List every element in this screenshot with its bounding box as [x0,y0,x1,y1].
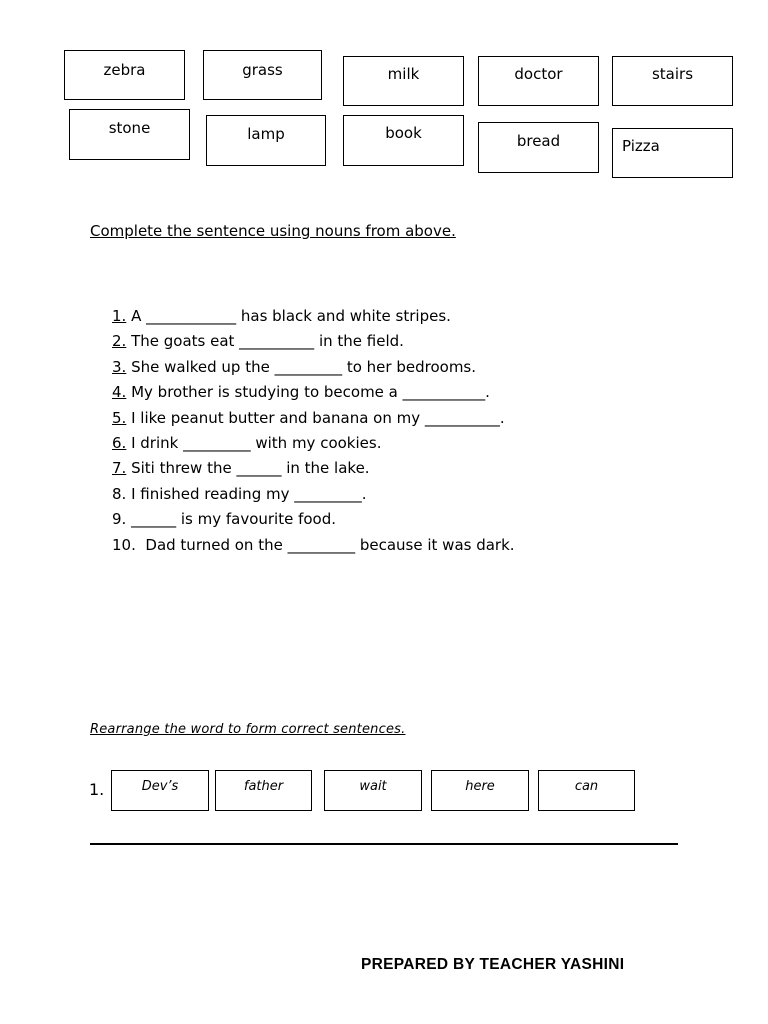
word-tile-label: Dev’s [141,779,179,794]
word-label: stairs [651,65,694,83]
word-label: stone [108,119,151,137]
sentence-item [112,533,515,558]
word-tile [324,770,422,811]
word-box-pizza [612,128,733,178]
section1-instruction: Complete the sentence using nouns from above. [90,222,456,240]
sentence-text: My brother is studying to become a ___________. [126,383,490,402]
word-label: doctor [514,65,563,83]
word-label: zebra [103,61,146,79]
sentence-item [112,482,515,507]
word-tile-label: here [465,779,495,794]
sentence-number: 1. [112,307,127,325]
sentence-text: I like peanut butter and banana on my __________. [126,408,505,427]
sentence-number: 4. [112,383,127,402]
sentence-number: 3. [112,357,127,376]
sentence-item [112,329,515,354]
sentence-list [112,304,515,558]
sentence-number: 6. [112,433,127,452]
sentence-item [112,355,515,380]
sentence-item [112,456,515,481]
sentence-item [112,507,515,532]
word-label: grass [242,61,283,79]
sentence-item [112,431,515,456]
sentence-number: 9. [112,510,127,529]
word-box-stone [69,109,190,160]
word-label: milk [387,65,420,83]
word-tile [538,770,635,811]
word-tile-label: wait [359,779,387,794]
sentence-number: 10. [112,535,136,554]
sentence-text: Dad turned on the _________ because it was dark. [135,535,515,554]
sentence-text: ______ is my favourite food. [126,510,337,529]
word-box-stairs [612,56,733,106]
word-tile [215,770,312,811]
word-tile-label: father [243,779,284,794]
sentence-item [112,380,515,405]
word-box-zebra [64,50,185,100]
word-tile [111,770,209,811]
word-label: book [385,124,422,142]
sentence-number: 7. [112,459,127,478]
sentence-number: 5. [112,408,127,427]
word-tile [431,770,529,811]
word-box-doctor [478,56,599,106]
word-tile-label: can [574,779,599,794]
sentence-text: She walked up the _________ to her bedrooms. [126,357,477,376]
word-box-book [343,115,464,166]
sentence-number: 8. [112,484,127,503]
sentence-text: Siti threw the ______ in the lake. [126,459,370,478]
sentence-text: A ____________ has black and white stripes. [126,307,451,325]
answer-line [90,843,678,845]
word-label: lamp [247,125,285,143]
word-box-milk [343,56,464,106]
sentence-text: I finished reading my _________. [126,484,367,503]
rearrange-item-number: 1. [89,780,105,799]
sentence-text: The goats eat __________ in the field. [126,332,404,351]
word-box-bread [478,122,599,173]
sentence-item [112,406,515,431]
word-box-lamp [206,115,326,166]
footer-credit: PREPARED BY TEACHER YASHINI [361,956,625,973]
section2-instruction: Rearrange the word to form correct sentences. [90,722,406,737]
word-box-grass [203,50,322,100]
sentence-number: 2. [112,332,127,351]
word-label: bread [516,132,561,150]
sentence-text: I drink _________ with my cookies. [126,433,382,452]
sentence-item [112,304,515,329]
word-label: Pizza [622,137,660,155]
